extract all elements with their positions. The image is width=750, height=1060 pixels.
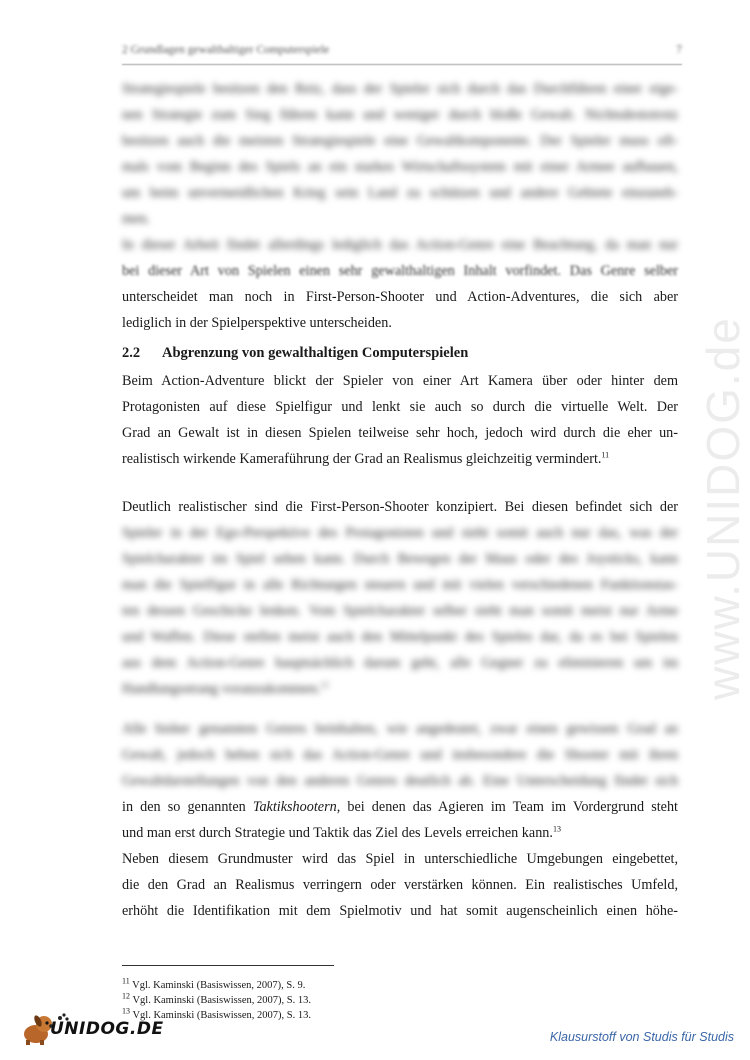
tagline: Klausurstoff von Studis für Studis xyxy=(549,1030,734,1044)
text-line: Gewalt, jedoch heben sich das Action-Genre und insbesondere die Shooter mit ihren xyxy=(122,747,678,763)
text-segment: in den so genannten xyxy=(122,799,253,815)
text-segment: Handlungsstrang voranzukommen. xyxy=(122,681,321,697)
text-line xyxy=(122,820,678,846)
header-rule xyxy=(122,64,682,65)
footnote xyxy=(122,978,305,993)
watermark: www.UNIDOG.de xyxy=(697,316,749,700)
paragraph-action-genre xyxy=(122,232,678,336)
paragraph-genres xyxy=(122,716,678,846)
text-line: Strategiespiele besitzen den Reiz, dass der Spieler sich durch das Durchführen einer eige- xyxy=(122,81,678,97)
text-line: unterscheidet man noch in First-Person-Shooter und Action-Adventures, die sich aber xyxy=(122,289,678,305)
text-line: Protagonisten auf diese Spielfigur und lenkt sie auch so durch die virtuelle Welt. Der xyxy=(122,399,678,415)
text-line: Neben diesem Grundmuster wird das Spiel in unterschiedliche Umgebungen eingebettet, xyxy=(122,851,678,867)
text-line: bei dieser Art von Spielen einen sehr gewalthaltigen Inhalt vorfindet. Das Genre selber xyxy=(122,263,678,279)
footnote xyxy=(122,993,311,1008)
footnote-rule xyxy=(122,965,334,966)
paragraph-action-adventure xyxy=(122,368,678,472)
footnote-text: Vgl. Kaminski (Basiswissen, 2007), S. 13. xyxy=(132,995,311,1006)
text-line: In dieser Arbeit findet allerdings lediglich das Action-Genre eine Beachtung, da man nur xyxy=(122,237,678,253)
paragraph-strategy xyxy=(122,76,678,232)
text-line: Alle bisher genannten Genres beinhalten, wie angedeutet, zwar einen gewissen Grad an xyxy=(122,721,678,737)
footnote-ref: 11 xyxy=(601,450,610,460)
text-line: besitzen auch die meisten Strategiespiele eine Gewaltkomponente. Der Spieler muss oft- xyxy=(122,133,678,149)
section-heading xyxy=(122,345,468,362)
emphasis-term: Taktikshootern xyxy=(252,799,337,815)
text-line: Grad an Gewalt ist in diesen Spielen teilweise sehr hoch, jedoch wird durch die eher un- xyxy=(122,425,678,441)
footnote-ref: 13 xyxy=(552,824,561,834)
footnote-ref: 12 xyxy=(320,680,329,690)
text-line: nen Strategie zum Sieg führen kann und weniger durch bloße Gewalt. Nichtsdestotrotz xyxy=(122,107,678,123)
text-line: lediglich in der Spielperspektive unterscheiden. xyxy=(122,315,392,331)
text-line: Spielcharakter im Spiel sehen kann. Durch Bewegen der Maus oder des Joysticks, kann xyxy=(122,551,678,567)
text-line: mals vom Beginn des Spiels an ein starkes Wirtschaftssystem mit einer Armee aufbauen, xyxy=(122,159,678,175)
text-line: man die Spielfigur in alle Richtungen steuern und mit vielen verschiedenen Funktionstas- xyxy=(122,577,678,593)
page-number: 7 xyxy=(676,44,682,56)
footnote-number: 12 xyxy=(122,991,130,1001)
text-line xyxy=(122,446,678,472)
text-line: Deutlich realistischer sind die First-Person-Shooter konzipiert. Bei diesen befindet sich der xyxy=(122,499,678,515)
text-segment: realistisch wirkende Kameraführung der Grad an Realismus gleichzeitig vermindert. xyxy=(122,451,602,467)
paragraph-environment xyxy=(122,846,678,924)
text-line: Gewaltdarstellungen von den anderen Genres deutlich ab. Eine Unterscheidung findet sich xyxy=(122,773,678,789)
logo-text[interactable]: UNIDOG.DE xyxy=(50,1019,164,1039)
text-line: men. xyxy=(122,211,150,227)
text-line: ten dessen Geschicke lenken. Vom Spielcharakter selber sieht man somit meist nur Arme xyxy=(122,603,678,619)
footnote-number: 13 xyxy=(122,1006,130,1016)
running-header xyxy=(122,44,682,62)
text-segment: , bei denen das Agieren im Team im Vordergrund steht xyxy=(336,799,678,815)
text-line: die den Grad an Realismus verringern oder verstärken können. Ein realistisches Umfeld, xyxy=(122,877,678,893)
text-segment: und man erst durch Strategie und Taktik das Ziel des Levels erreichen kann. xyxy=(122,825,553,841)
header-title: 2 Grundlagen gewalthaltiger Computerspiele xyxy=(122,44,330,56)
text-line xyxy=(122,676,678,702)
footnote-number: 11 xyxy=(122,976,130,986)
text-line: aus dem Action-Genre hauptsächlich darum geht, alle Gegner zu eliminieren um im xyxy=(122,655,678,671)
section-number: 2.2 xyxy=(122,345,141,361)
text-line: erhöht die Identifikation mit dem Spielmotiv und hat somit augenscheinlich einen höhe- xyxy=(122,903,678,919)
text-line: Beim Action-Adventure blickt der Spieler von einer Art Kamera über oder hinter dem xyxy=(122,373,678,389)
text-line: um beim unvermeidlichen Krieg sein Land zu schützen und andere Gebiete einzuneh- xyxy=(122,185,678,201)
text-line: Spieler in der Ego-Perspektive des Protagonisten und sieht somit auch nur das, was der xyxy=(122,525,678,541)
text-line xyxy=(122,794,678,820)
footnote-text: Vgl. Kaminski (Basiswissen, 2007), S. 9. xyxy=(132,980,306,991)
text-line: und Waffen. Diese stellen meist auch den Mittelpunkt des Spieles dar, da es bei Spielen xyxy=(122,629,678,645)
section-title: Abgrenzung von gewalthaltigen Computerspielen xyxy=(162,345,469,361)
paragraph-fps xyxy=(122,494,678,702)
footnote-text: Vgl. Kaminski (Basiswissen, 2007), S. 13. xyxy=(132,1010,311,1021)
